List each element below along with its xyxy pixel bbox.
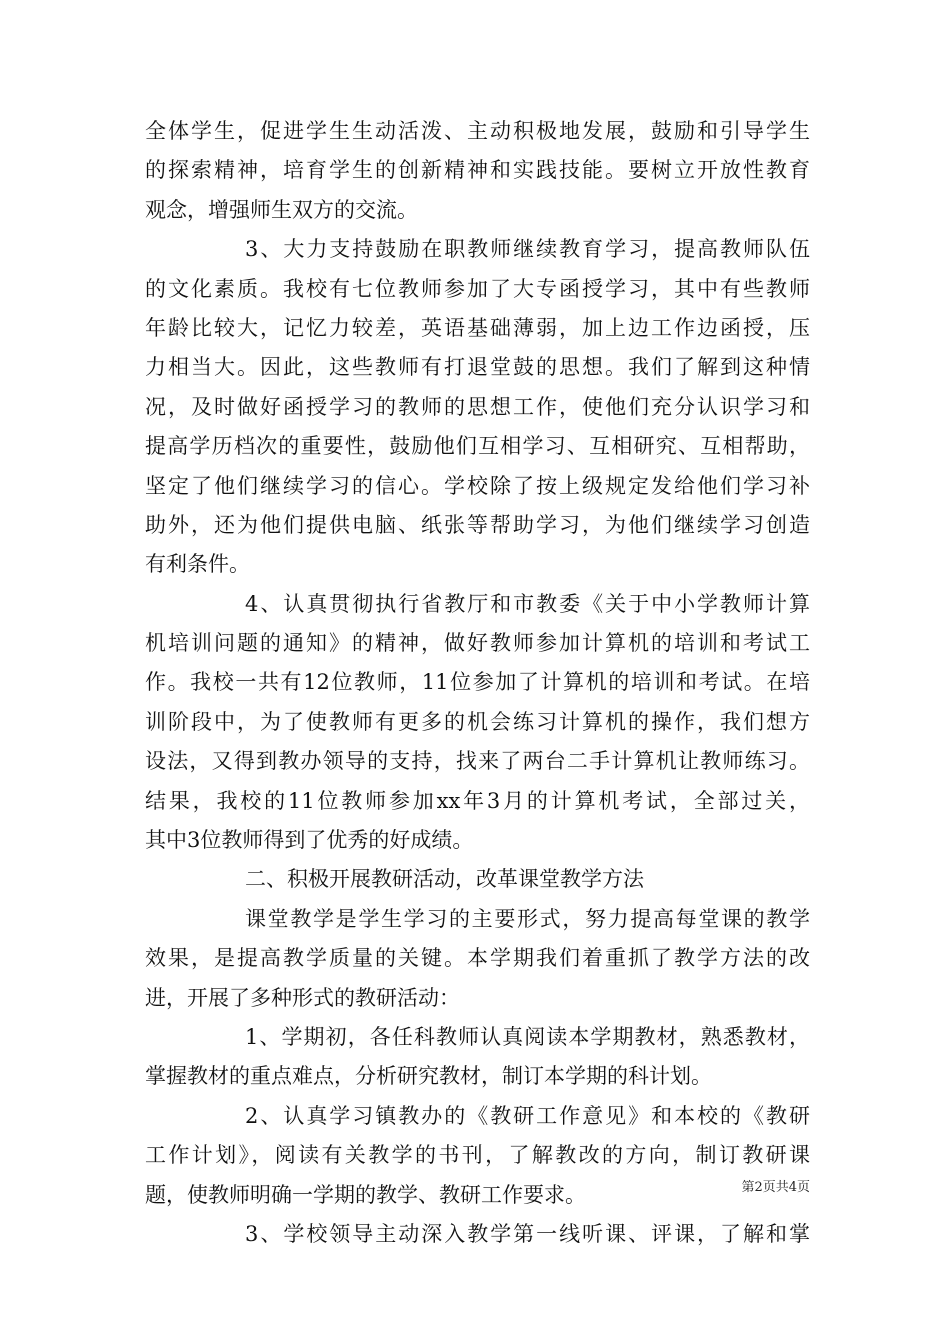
text-line: 2、认真学习镇教办的《教研工作意见》和本校的《教研 xyxy=(245,1103,810,1128)
text-line: 观念，增强师生双方的交流。 xyxy=(145,197,418,222)
text-line: 有利条件。 xyxy=(145,552,250,577)
text-line: 况，及时做好函授学习的教师的思想工作，使他们充分认识学习和 xyxy=(145,394,810,419)
text-line: 1、学期初，各任科教师认真阅读本学期教材，熟悉教材， xyxy=(245,1024,810,1049)
text-line: 的探索精神，培育学生的创新精神和实践技能。要树立开放性教育 xyxy=(145,158,810,183)
document-body xyxy=(145,112,810,1254)
text-line: 结果，我校的11位教师参加xx年3月的计算机考试，全部过关， xyxy=(145,788,810,813)
text-line: 设法，又得到教办领导的支持，找来了两台二手计算机让教师练习。 xyxy=(145,749,810,774)
text-line: 全体学生，促进学生生动活泼、主动积极地发展，鼓励和引导学生 xyxy=(145,119,810,143)
text-line: 训阶段中，为了使教师有更多的机会练习计算机的操作，我们想方 xyxy=(145,709,810,734)
text-line: 4、认真贯彻执行省教厅和市教委《关于中小学教师计算 xyxy=(245,591,810,616)
text-line: 作。我校一共有12位教师，11位参加了计算机的培训和考试。在培 xyxy=(145,670,810,695)
text-line: 的文化素质。我校有七位教师参加了大专函授学习，其中有些教师 xyxy=(145,276,810,301)
text-line: 机培训问题的通知》的精神，做好教师参加计算机的培训和考试工 xyxy=(145,631,810,656)
text-line: 进，开展了多种形式的教研活动： xyxy=(145,985,460,1010)
text-line: 3、大力支持鼓励在职教师继续教育学习，提高教师队伍 xyxy=(245,237,810,262)
text-line: 掌握教材的重点难点，分析研究教材，制订本学期的科计划。 xyxy=(145,1064,712,1089)
text-line: 题，使教师明确一学期的教学、教研工作要求。 xyxy=(145,1182,586,1207)
text-line: 助外，还为他们提供电脑、纸张等帮助学习，为他们继续学习创造 xyxy=(145,512,810,537)
text-line: 工作计划》，阅读有关教学的书刊，了解教改的方向，制订教研课 xyxy=(145,1143,810,1168)
text-line: 提高学历档次的重要性，鼓励他们互相学习、互相研究、互相帮助， xyxy=(145,434,810,459)
text-line: 3、学校领导主动深入教学第一线听课、评课，了解和掌 xyxy=(245,1221,810,1246)
page-number: 第2页共4页 xyxy=(741,1180,810,1195)
text-line: 其中3位教师得到了优秀的好成绩。 xyxy=(145,828,474,853)
text-line: 二、积极开展教研活动，改革课堂教学方法 xyxy=(245,867,644,892)
text-line: 年龄比较大，记忆力较差，英语基础薄弱，加上边工作边函授，压 xyxy=(145,315,810,340)
text-line: 力相当大。因此，这些教师有打退堂鼓的思想。我们了解到这种情 xyxy=(145,355,810,380)
text-line: 课堂教学是学生学习的主要形式，努力提高每堂课的教学 xyxy=(245,906,810,931)
text-line: 坚定了他们继续学习的信心。学校除了按上级规定发给他们学习补 xyxy=(145,473,810,498)
text-line: 效果，是提高教学质量的关键。本学期我们着重抓了教学方法的改 xyxy=(145,946,810,971)
